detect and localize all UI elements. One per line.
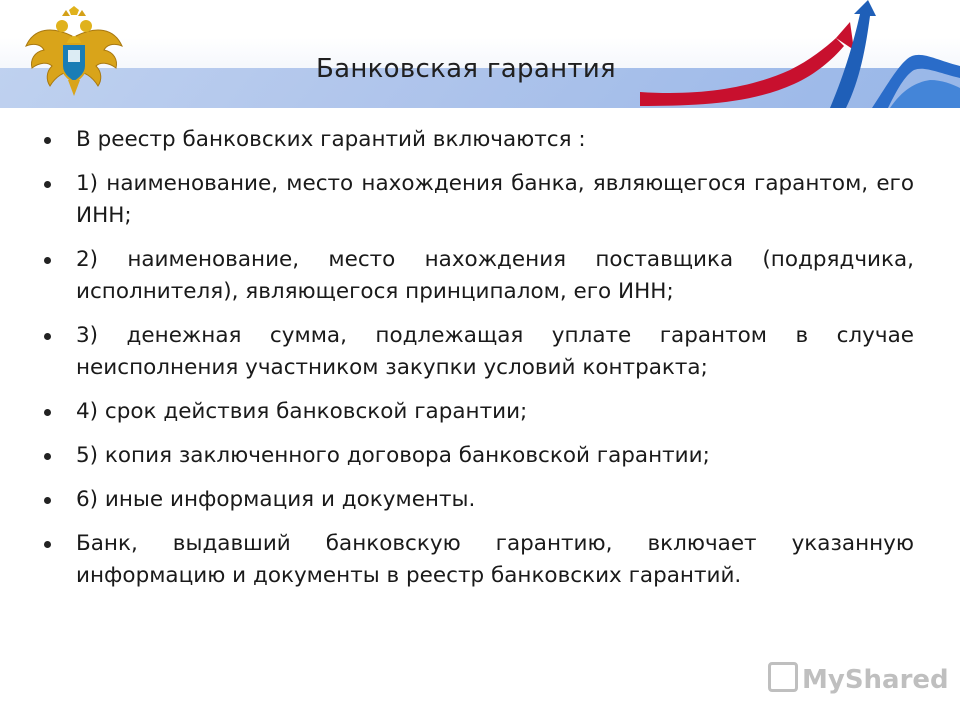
bullet-item <box>44 244 914 308</box>
bullet-dot-icon <box>44 497 51 504</box>
bullet-item <box>44 168 914 232</box>
bullet-text: Банк, выдавший банковскую гарантию, включает указанную информацию и документы в реестр банковских гарантий. <box>76 531 914 588</box>
bullet-dot-icon <box>44 453 51 460</box>
bullet-text: 5) копия заключенного договора банковской гарантии; <box>76 443 710 468</box>
bullet-item <box>44 528 914 592</box>
slide-body <box>44 124 914 604</box>
bullet-list <box>44 124 914 592</box>
watermark-logo-icon <box>768 662 798 692</box>
bullet-text: 6) иные информация и документы. <box>76 487 476 512</box>
bullet-dot-icon <box>44 333 51 340</box>
bullet-item <box>44 396 914 428</box>
bullet-dot-icon <box>44 137 51 144</box>
bullet-item <box>44 484 914 516</box>
bullet-dot-icon <box>44 541 51 548</box>
bullet-item <box>44 124 914 156</box>
bullet-text: 4) срок действия банковской гарантии; <box>76 399 528 424</box>
red-blue-arrows-icon <box>640 0 960 108</box>
bullet-dot-icon <box>44 181 51 188</box>
bullet-text: В реестр банковских гарантий включаются : <box>76 127 586 152</box>
bullet-text: 3) денежная сумма, подлежащая уплате гарантом в случае неисполнения участником закупки условий контракта; <box>76 323 914 380</box>
bullet-dot-icon <box>44 257 51 264</box>
watermark-text: MyShared <box>802 665 949 695</box>
bullet-text: 2) наименование, место нахождения поставщика (подрядчика, исполнителя), являющегося принципалом, его ИНН; <box>76 247 914 304</box>
bullet-dot-icon <box>44 409 51 416</box>
slide-header <box>0 0 960 108</box>
watermark <box>768 662 949 695</box>
bullet-item <box>44 440 914 472</box>
double-headed-eagle-emblem-icon <box>22 6 126 102</box>
slide-title: Банковская гарантия <box>316 54 616 84</box>
bullet-item <box>44 320 914 384</box>
bullet-text: 1) наименование, место нахождения банка, являющегося гарантом, его ИНН; <box>76 171 914 228</box>
